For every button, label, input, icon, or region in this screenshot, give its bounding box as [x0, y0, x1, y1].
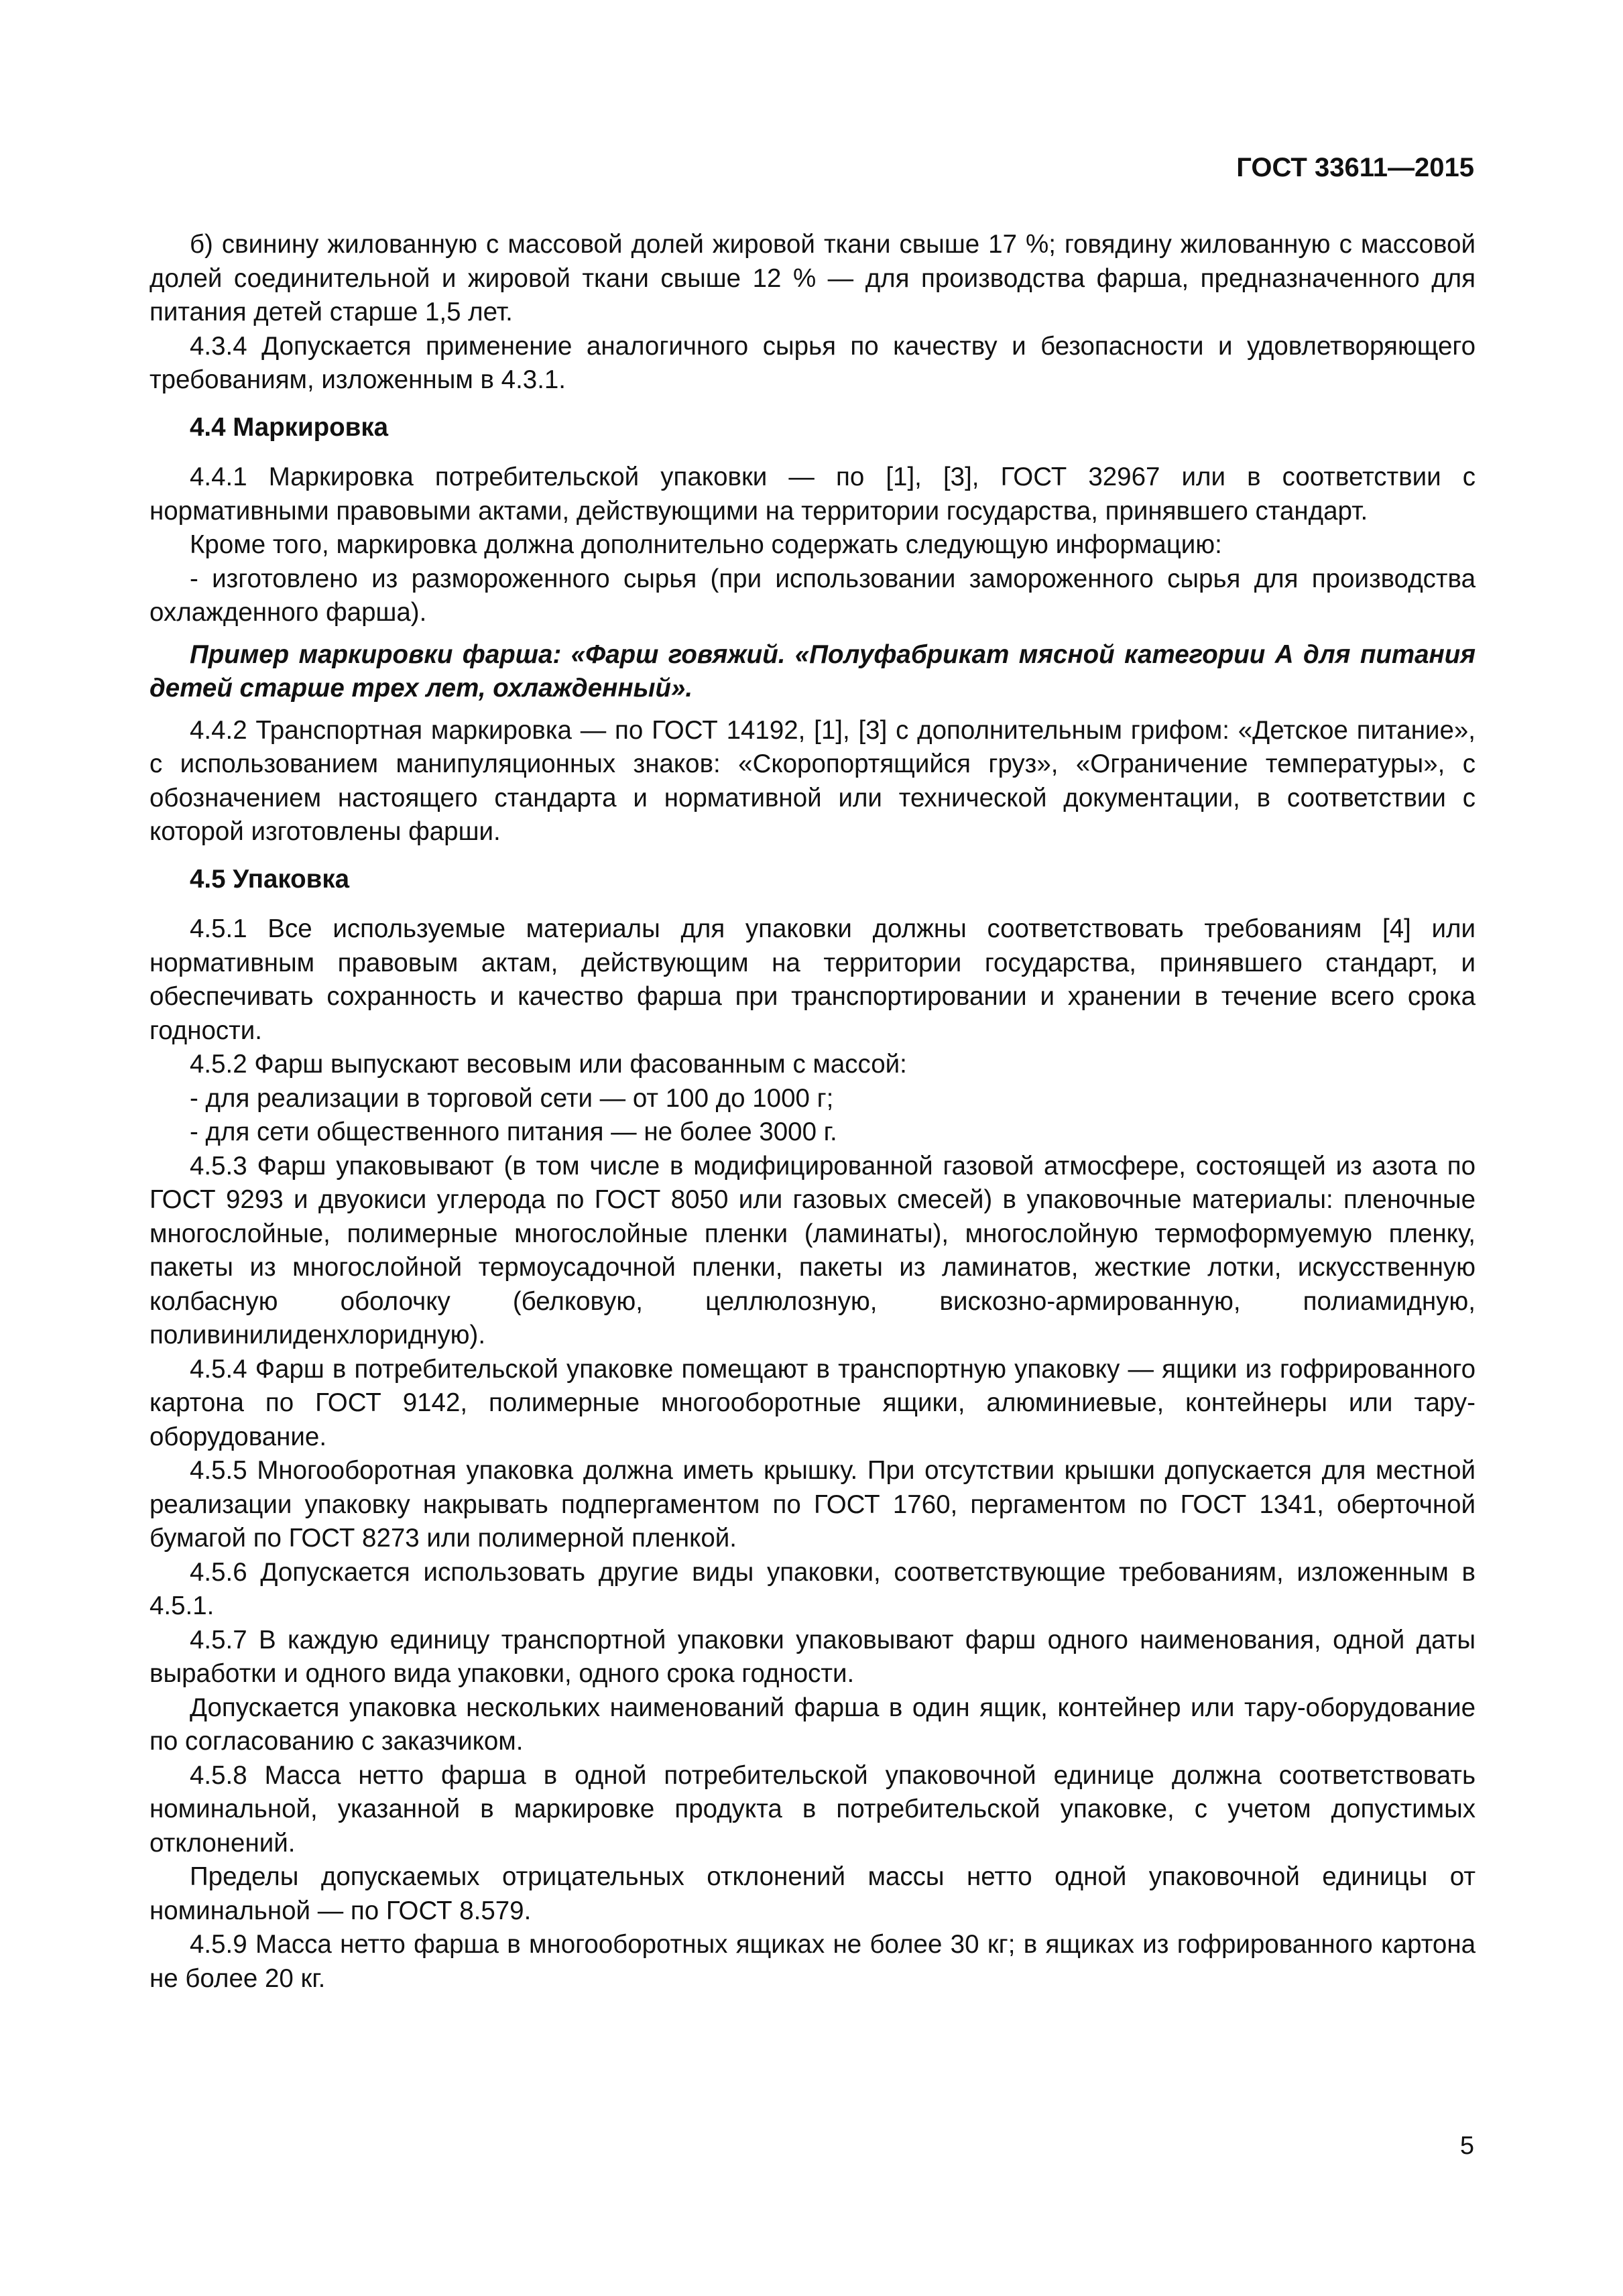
paragraph-4-4-1: 4.4.1 Маркировка потребительской упаковки — по [1], [3], ГОСТ 32967 или в соответствии с нормативными правовыми актами, действующими на территории государства, принявшего стандарт.: [149, 463, 1476, 526]
paragraph-4-5-9: 4.5.9 Масса нетто фарша в многооборотных ящиках не более 30 кг; в ящиках из гофрированного картона не более 20 кг.: [149, 1930, 1476, 1993]
marking-example: Пример маркировки фарша: «Фарш говяжий. «Полуфабрикат мясной категории А для питания детей старше трех лет, охлажденный».: [149, 640, 1476, 703]
paragraph-multi-item-packing: Допускается упаковка нескольких наименований фарша в один ящик, контейнер или тару-оборудование по согласованию с заказчиком.: [149, 1693, 1476, 1756]
paragraph-4-5-2: 4.5.2 Фарш выпускают весовым или фасованным с массой:: [190, 1050, 907, 1079]
paragraph-4-5-3: 4.5.3 Фарш упаковывают (в том числе в модифицированной газовой атмосфере, состоящей из азота по ГОСТ 9293 и двуокиси углерода по ГОСТ 8050 или газовых смесей) в упаковочные материалы: пленочные многослойные, полимерные многослойные пленки (ламинаты), многослойную термоформуемую пленку, пакеты из многослойной термоусадочной пленки, пакеты из ламинатов, жесткие лотки, искусственную колбасную оболочку (белковую, целлюлозную, вискозно-армированную, полиамидную, поливинилиденхлоридную).: [149, 1151, 1476, 1349]
paragraph-4-3-4: 4.3.4 Допускается применение аналогичного сырья по качеству и безопасности и удовлетворяющего требованиям, изложенным в 4.3.1.: [149, 331, 1476, 394]
paragraph-additional-info: Кроме того, маркировка должна дополнительно содержать следующую информацию:: [190, 530, 1222, 559]
paragraph-4-4-2: 4.4.2 Транспортная маркировка — по ГОСТ 14192, [1], [3] с дополнительным грифом: «Детское питание», с использованием манипуляционных знаков: «Скоропортящийся груз», «Ограничение температуры», с обозначением настоящего стандарта и нормативной или технической документации, в соответствии с которой изготовлены фарши.: [149, 715, 1476, 846]
paragraph-b-raw-meat: б) свинину жилованную с массовой долей жировой ткани свыше 17 %; говядину жилованную с массовой долей соединительной и жировой ткани свыше 12 % — для производства фарша, предназначенного для питания детей старше 1,5 лет.: [149, 230, 1476, 326]
paragraph-4-5-6: 4.5.6 Допускается использовать другие виды упаковки, соответствующие требованиям, изложенным в 4.5.1.: [149, 1557, 1476, 1620]
document-body: [149, 228, 1476, 1996]
paragraph-4-5-8: 4.5.8 Масса нетто фарша в одной потребительской упаковочной единице должна соответствовать номинальной, указанной в маркировке продукта в потребительской упаковке, с учетом допустимых отклонений.: [149, 1760, 1476, 1858]
paragraph-4-5-7: 4.5.7 В каждую единицу транспортной упаковки упаковывают фарш одного наименования, одной даты выработки и одного вида упаковки, одного срока годности.: [149, 1625, 1476, 1688]
list-item-thawed-raw: - изготовлено из размороженного сырья (при использовании замороженного сырья для производства охлажденного фарша).: [149, 564, 1476, 627]
list-item-retail: - для реализации в торговой сети — от 100 до 1000 г;: [190, 1083, 834, 1113]
document-header: ГОСТ 33611—2015: [1236, 153, 1474, 182]
paragraph-4-5-5: 4.5.5 Многооборотная упаковка должна иметь крышку. При отсутствии крышки допускается для местной реализации упаковку накрывать подпергаментом по ГОСТ 1760, пергаментом по ГОСТ 1341, оберточной бумагой по ГОСТ 8273 или полимерной пленкой.: [149, 1456, 1476, 1553]
paragraph-tolerance-limits: Пределы допускаемых отрицательных отклонений массы нетто одной упаковочной единицы от номинальной — по ГОСТ 8.579.: [149, 1862, 1476, 1925]
paragraph-4-5-1: 4.5.1 Все используемые материалы для упаковки должны соответствовать требованиям [4] или нормативным правовым актам, действующим на территории государства, принявшего стандарт, и обеспечивать сохранность и качество фарша при транспортировании и хранении в течение всего срока годности.: [149, 914, 1476, 1045]
page-number: 5: [1459, 2132, 1474, 2160]
paragraph-4-5-4: 4.5.4 Фарш в потребительской упаковке помещают в транспортную упаковку — ящики из гофрированного картона по ГОСТ 9142, полимерные многооборотные ящики, алюминиевые, контейнеры или тару-оборудование.: [149, 1354, 1476, 1451]
section-heading-4-5: 4.5 Упаковка: [190, 864, 349, 894]
section-heading-4-4: 4.4 Маркировка: [190, 412, 389, 442]
list-item-catering: - для сети общественного питания — не более 3000 г.: [190, 1117, 837, 1146]
